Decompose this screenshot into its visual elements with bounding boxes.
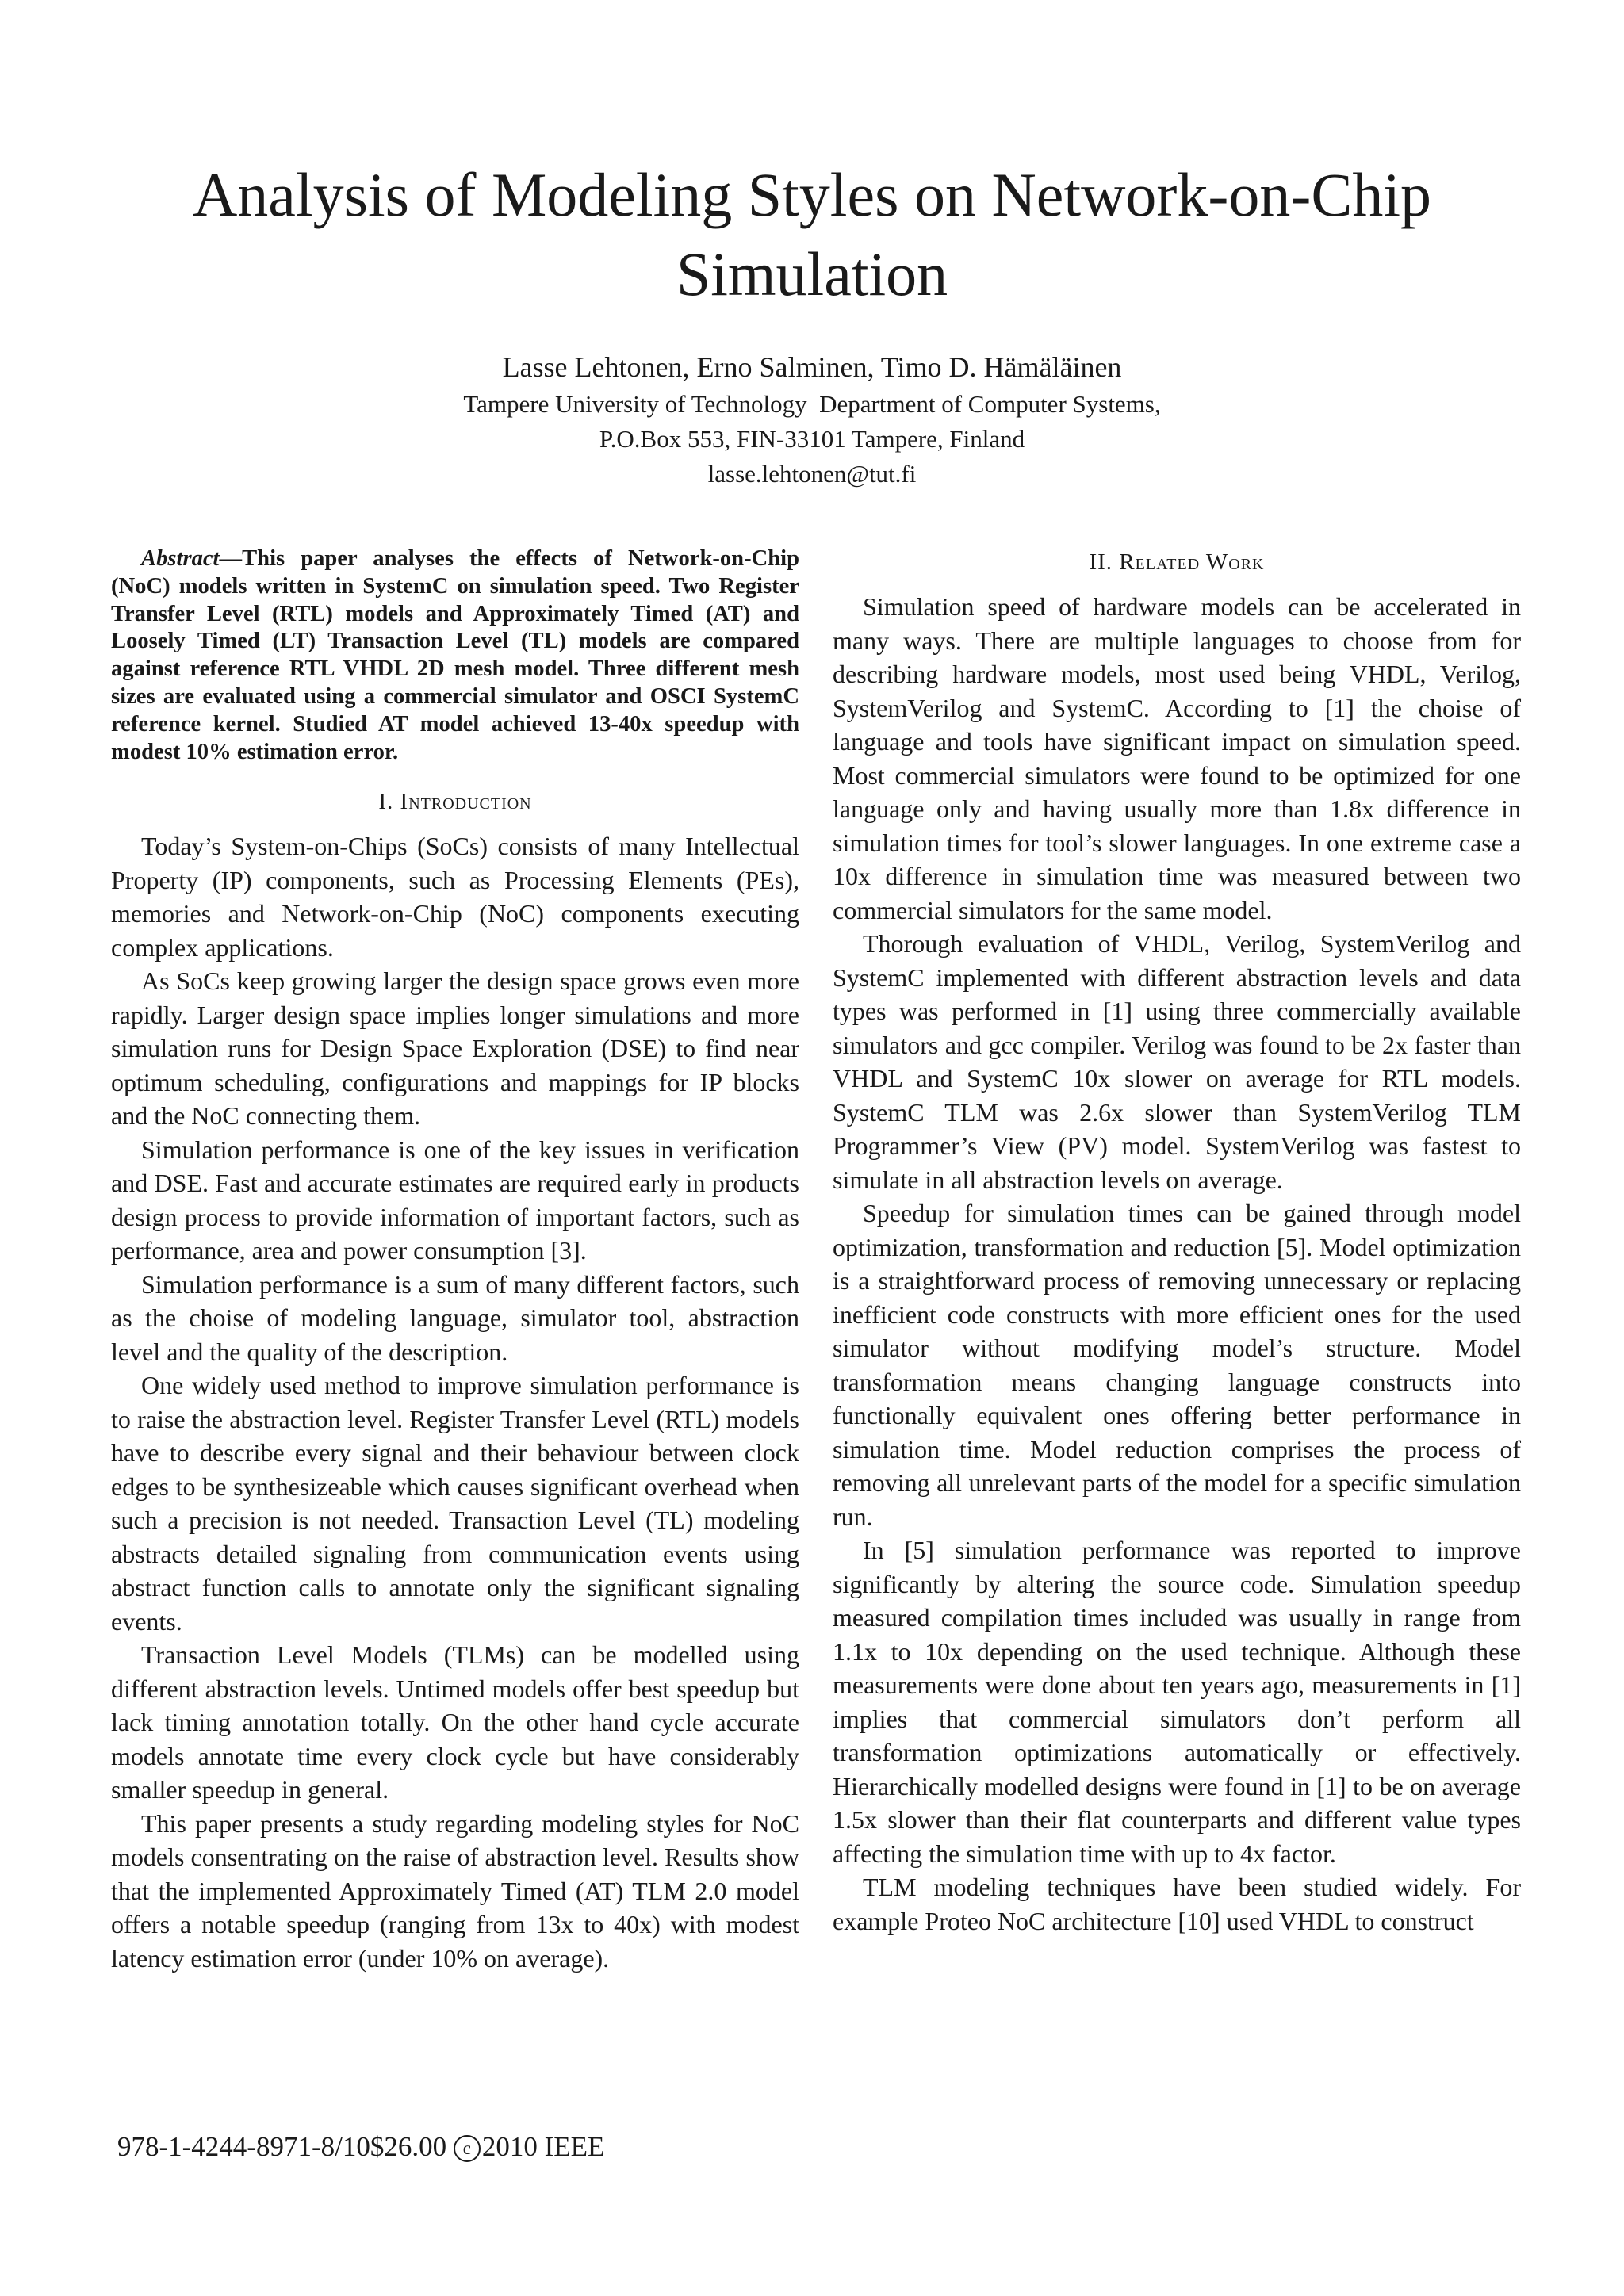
intro-paragraph: This paper presents a study regarding modeling styles for NoC models consentrating on the raise of abstraction level. Results show that the implemented Approximately Timed (AT) TLM 2.0 model offers a notable speedup (ranging from 13x to 40x) with modest latency estimation error (under 10% on average). (111, 1808, 799, 1973)
abstract-text: —This paper analyses the effects of Network-on-Chip (NoC) models written in SystemC on simulation speed. Two Register Transfer Level (RTL) models and Approximately Timed (AT) and Loosely Timed (LT) Transaction Level (TL) models are compared against reference RTL VHDL 2D mesh model. Three different mesh sizes are evaluated using a commercial simulator and OSCI SystemC reference kernel. Studied AT model achieved 13-40x speedup with modest 10% estimation error. (111, 546, 799, 764)
copyright-footer (117, 2130, 604, 2164)
section-heading-related-work: II. Related Work (1089, 549, 1265, 575)
copyright-icon: c (454, 2135, 481, 2162)
isbn-price: 978-1-4244-8971-8/10$26.00 (117, 2131, 447, 2162)
author-block (159, 347, 1465, 492)
related-paragraph: TLM modeling techniques have been studied widely. For example Proteo NoC architecture [10] used VHDL to construct (833, 1873, 1521, 1935)
right-column (833, 545, 1521, 1938)
intro-paragraph: As SoCs keep growing larger the design space grows even more rapidly. Larger design space implies longer simulations and more simulation runs for Design Space Exploration (DSE) to find near optimum scheduling, configurations and mappings for IP blocks and the NoC connecting them. (111, 966, 799, 1131)
section-heading-introduction: I. Introduction (378, 789, 532, 815)
author-names: Lasse Lehtonen, Erno Salminen, Timo D. Hämäläinen (502, 351, 1122, 383)
paper-title: Analysis of Modeling Styles on Network-on-Chip Simulation (192, 160, 1432, 308)
intro-paragraph: Transaction Level Models (TLMs) can be modelled using different abstraction levels. Untimed models offer best speedup but lack timing annotation totally. On the other hand cycle accurate models annotate time every clock cycle but have considerably smaller speedup in general. (111, 1640, 799, 1804)
intro-paragraph: Today’s System-on-Chips (SoCs) consists of many Intellectual Property (IP) components, such as Processing Elements (PEs), memories and Network-on-Chip (NoC) components executing complex applications. (111, 832, 799, 962)
copyright-text: 2010 IEEE (481, 2131, 605, 2162)
related-paragraph: Thorough evaluation of VHDL, Verilog, SystemVerilog and SystemC implemented with different abstraction levels and data types was performed in [1] using three commercially available simulators and gcc compiler. Verilog was found to be 2x faster than VHDL and SystemC 10x slower on average for RTL models. SystemC TLM was 2.6x slower than SystemVerilog TLM Programmer’s View (PV) model. SystemVerilog was fastest to simulate in all abstraction levels on average. (833, 929, 1521, 1194)
left-column (111, 545, 799, 1975)
author-email: lasse.lehtonen@tut.fi (707, 460, 917, 488)
related-paragraph: Simulation speed of hardware models can be accelerated in many ways. There are multiple languages to choose from for describing hardware models, most used being VHDL, Verilog, SystemVerilog and SystemC. According to [1] the choise of language and tools have significant impact on simulation speed. Most commercial simulators were found to be optimized for one language only and having usually more than 1.8x difference in simulation times for tool’s slower languages. In one extreme case a 10x difference in simulation time was measured between two commercial simulators for the same model. (833, 592, 1521, 924)
abstract (111, 545, 799, 766)
intro-paragraph: One widely used method to improve simulation performance is to raise the abstraction level. Register Transfer Level (RTL) models have to describe every signal and their behaviour between clock edges to be synthesizeable which causes significant overhead when such a precision is not needed. Transaction Level (TL) modeling abstracts detailed signaling from communication events using abstract function calls to annotate only the significant signaling events. (111, 1371, 799, 1636)
related-paragraph: In [5] simulation performance was reported to improve significantly by altering the source code. Simulation speedup measured compilation times included was usually in range from 1.1x to 10x depending on the used technique. Although these measurements were done about ten years ago, measurements in [1] implies that commercial simulators don’t perform all transformation optimizations automatically or effectively. Hierarchically modelled designs were found in [1] to be on average 1.5x slower than their flat counterparts and different value types affecting the simulation time with up to 4x factor. (833, 1536, 1521, 1868)
related-paragraph: Speedup for simulation times can be gained through model optimization, transformation and reduction [5]. Model optimization is a straightforward process of removing unnecessary or replacing inefficient code constructs with more efficient ones for the used simulator without modifying model’s structure. Model transformation means changing language constructs into functionally equivalent ones offering better performance in simulation time. Model reduction comprises the process of removing all unrelevant parts of the model for a specific simulation run. (833, 1199, 1521, 1531)
abstract-lead: Abstract (141, 546, 220, 571)
intro-paragraph: Simulation performance is a sum of many different factors, such as the choise of modeling language, simulator tool, abstraction level and the quality of the description. (111, 1269, 799, 1366)
affiliation-line-1: Tampere University of Technology Department of Computer Systems, (463, 390, 1161, 418)
affiliation-line-2: P.O.Box 553, FIN-33101 Tampere, Finland (599, 425, 1025, 453)
intro-paragraph: Simulation performance is one of the key issues in verification and DSE. Fast and accurate estimates are required early in products design process to provide information of important factors, such as performance, area and power consumption [3]. (111, 1135, 799, 1265)
